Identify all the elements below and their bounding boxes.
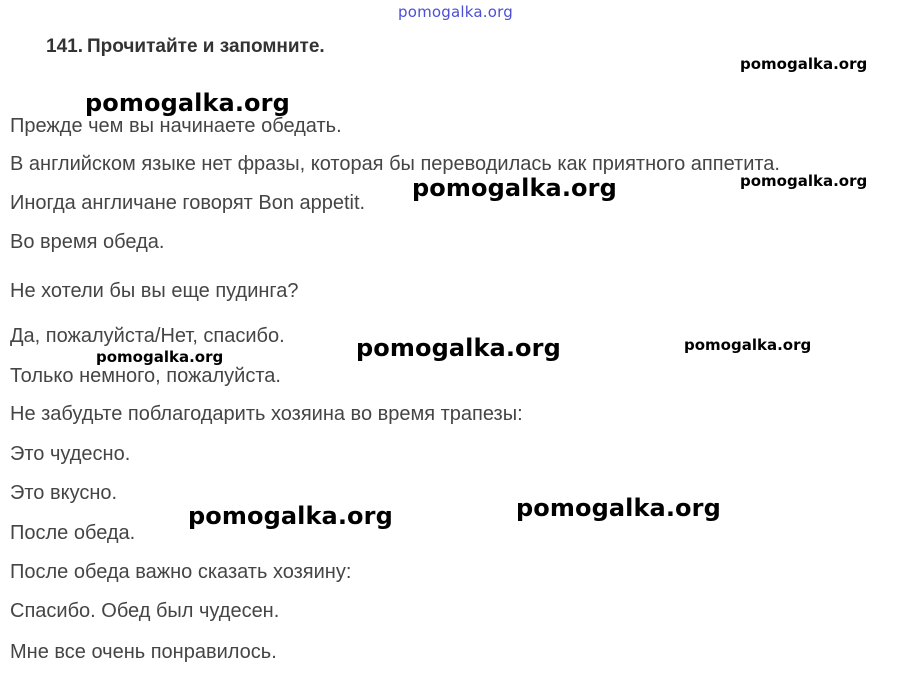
watermark: pomogalka.org [85, 89, 290, 117]
text-line-11: После обеда. [10, 522, 136, 544]
exercise-title: Прочитайте и запомните. [86, 36, 325, 57]
exercise-heading [46, 36, 325, 58]
text-line-9: Это чудесно. [10, 443, 131, 465]
text-line-12: После обеда важно сказать хозяину: [10, 561, 352, 583]
watermark: pomogalka.org [740, 172, 868, 190]
text-line-1: Прежде чем вы начинаете обедать. [10, 115, 342, 137]
text-line-5: Не хотели бы вы еще пудинга? [10, 280, 299, 302]
text-line-10: Это вкусно. [10, 482, 118, 504]
watermark: pomogalka.org [356, 334, 561, 362]
watermark: pomogalka.org [188, 502, 393, 530]
exercise-number: 141. [46, 36, 83, 57]
watermark: pomogalka.org [516, 494, 721, 522]
top-watermark: pomogalka.org [398, 3, 513, 21]
text-line-8: Не забудьте поблагодарить хозяина во время трапезы: [10, 403, 523, 425]
text-line-13: Спасибо. Обед был чудесен. [10, 600, 280, 622]
text-line-6: Да, пожалуйста/Нет, спасибо. [10, 325, 285, 347]
text-line-2: В английском языке нет фразы, которая бы переводилась как приятного аппетита. [10, 153, 780, 175]
watermark: pomogalka.org [96, 348, 224, 366]
text-line-14: Мне все очень понравилось. [10, 641, 277, 663]
watermark: pomogalka.org [684, 336, 812, 354]
text-line-4: Во время обеда. [10, 231, 165, 253]
watermark: pomogalka.org [412, 174, 617, 202]
text-line-7: Только немного, пожалуйста. [10, 365, 281, 387]
watermark: pomogalka.org [740, 55, 868, 73]
text-line-3: Иногда англичане говорят Bon appetit. [10, 192, 366, 214]
